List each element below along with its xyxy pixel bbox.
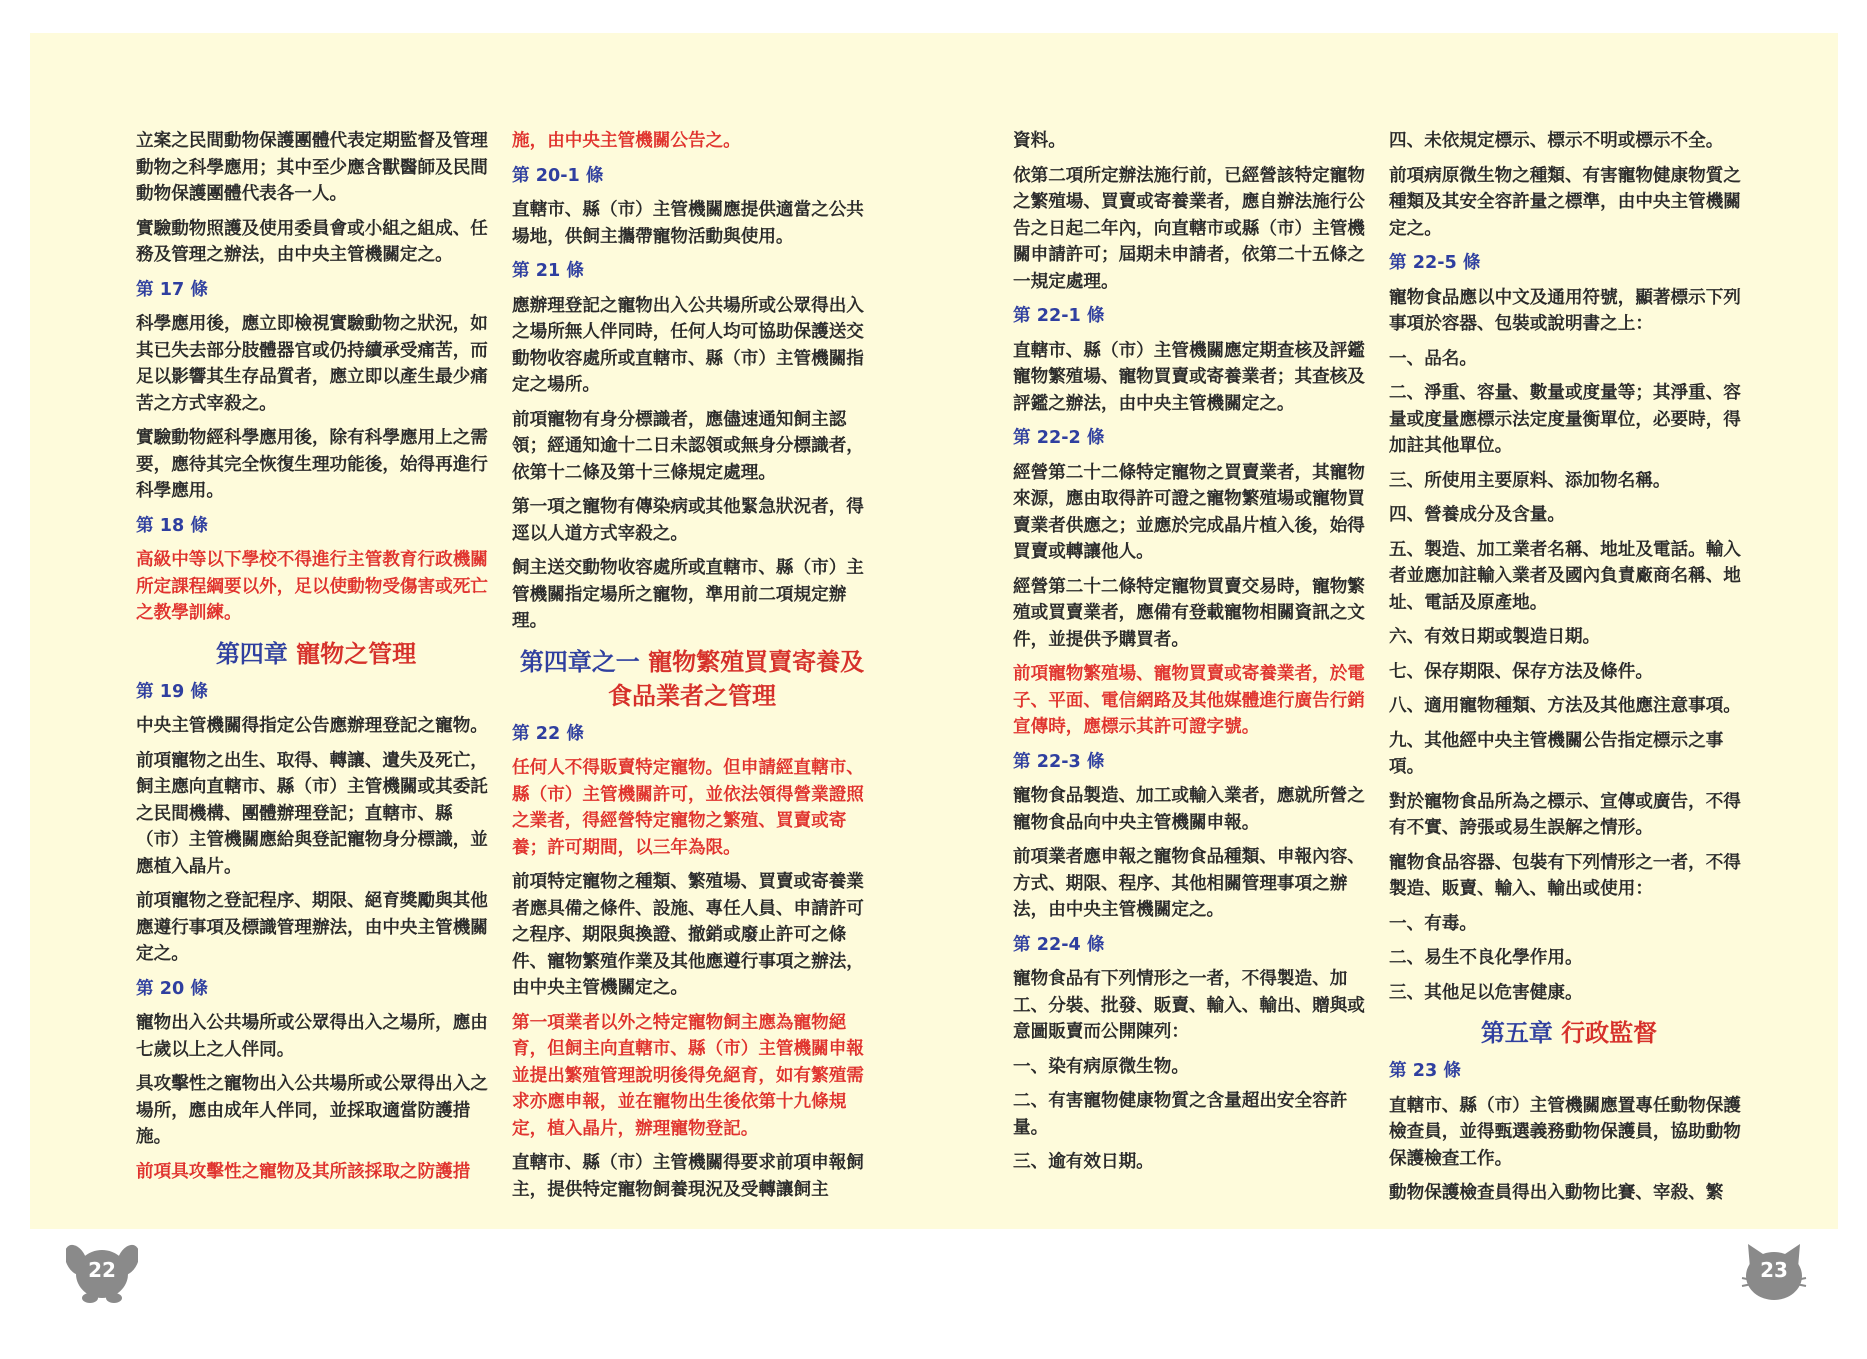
paragraph: 應辦理登記之寵物出入公共場所或公眾得出入之場所無人伴同時，任何人均可協助保護送交動物收容處所或直轄市、縣（市）主管機關指定之場所。 — [512, 295, 864, 395]
paragraph: 中央主管機關得指定公告應辦理登記之寵物。 — [136, 716, 488, 736]
paragraph: 前項病原微生物之種類、有害寵物健康物質之種類及其安全容許量之標準，由中央主管機關定之。 — [1389, 165, 1741, 239]
article-heading-18: 第 18 條 — [136, 515, 208, 536]
column-3 — [1013, 128, 1373, 1184]
chapter-heading-5 — [1389, 1016, 1749, 1050]
list-item: 一、染有病原微生物。 — [1013, 1056, 1189, 1077]
chapter-heading-4 — [136, 637, 496, 671]
list-item: 九、其他經中央主管機關公告指定標示之事項。 — [1389, 730, 1724, 777]
paragraph: 實驗動物經科學應用後，除有科學應用上之需要，應待其完全恢復生理功能後，始得再進行科學應用。 — [136, 428, 488, 501]
column-1 — [136, 128, 496, 1193]
highlight-paragraph: 前項寵物繁殖場、寵物買賣或寄養業者，於電子、平面、電信網路及其他媒體進行廣告行銷宣傳時，應標示其許可證字號。 — [1013, 664, 1365, 737]
article-heading-19: 第 19 條 — [136, 681, 208, 702]
paragraph: 飼主送交動物收容處所或直轄市、縣（市）主管機關指定場所之寵物，準用前二項規定辦理。 — [512, 558, 864, 631]
paragraph: 寵物食品製造、加工或輸入業者，應就所營之寵物食品向中央主管機關申報。 — [1013, 786, 1365, 833]
paragraph: 經營第二十二條特定寵物之買賣業者，其寵物來源，應由取得許可證之寵物繁殖場或寵物買賣業者供應之；並應於完成晶片植入後，始得買賣或轉讓他人。 — [1013, 462, 1365, 562]
paragraph: 實驗動物照護及使用委員會或小組之組成、任務及管理之辦法，由中央主管機關定之。 — [136, 218, 488, 265]
paragraph: 直轄市、縣（市）主管機關得要求前項申報飼主，提供特定寵物飼養現況及受轉讓飼主 — [512, 1153, 864, 1200]
paragraph: 前項寵物有身分標識者，應儘速通知飼主認領；經通知逾十二日未認領或無身分標識者，依第十二條及第十三條規定處理。 — [512, 409, 864, 483]
chapter-title: 寵物之管理 — [296, 639, 417, 668]
article-heading-20: 第 20 條 — [136, 978, 208, 999]
highlight-paragraph: 第一項業者以外之特定寵物飼主應為寵物絕育，但飼主向直轄市、縣（市）主管機關申報並提出繁殖管理說明後得免絕育，如有繁殖需求亦應申報，並在寵物出生後依第十九條規定，植入晶片，辦理寵物登記。 — [512, 1012, 864, 1139]
list-item: 六、有效日期或製造日期。 — [1389, 627, 1601, 647]
list-item: 四、未依規定標示、標示不明或標示不全。 — [1389, 131, 1724, 151]
article-heading-22-5: 第 22-5 條 — [1389, 253, 1481, 273]
chapter-number: 第五章 — [1480, 1019, 1553, 1047]
highlight-paragraph: 任何人不得販賣特定寵物。但申請經直轄市、縣（市）主管機關許可，並依法領得營業證照之業者，得經營特定寵物之繁殖、買賣或寄養；許可期間，以三年為限。 — [512, 758, 864, 858]
list-item: 七、保存期限、保存方法及條件。 — [1389, 661, 1653, 682]
list-item: 一、有毒。 — [1389, 913, 1477, 934]
paragraph: 科學應用後，應立即檢視實驗動物之狀況，如其已失去部分肢體器官或仍持續承受痛苦，而足以影響其生存品質者，應立即以產生最少痛苦之方式宰殺之。 — [136, 314, 488, 414]
highlight-paragraph: 高級中等以下學校不得進行主管教育行政機關所定課程綱要以外，足以使動物受傷害或死亡之教學訓練。 — [136, 550, 488, 623]
list-item: 二、有害寵物健康物質之含量超出安全容許量。 — [1013, 1091, 1348, 1138]
list-item: 三、所使用主要原料、添加物名稱。 — [1389, 470, 1671, 491]
highlight-paragraph: 前項具攻擊性之寵物及其所該採取之防護措 — [136, 1161, 471, 1182]
paragraph: 經營第二十二條特定寵物買賣交易時，寵物繁殖或買賣業者，應備有登載寵物相關資訊之文件，並提供予購買者。 — [1013, 576, 1365, 650]
paragraph: 前項寵物之登記程序、期限、絕育獎勵與其他應遵行事項及標識管理辦法，由中央主管機關定之。 — [136, 891, 488, 964]
paragraph: 寵物食品容器、包裝有下列情形之一者，不得製造、販賣、輸入、輸出或使用： — [1389, 852, 1741, 899]
page-number-left — [66, 1238, 138, 1306]
paragraph: 直轄市、縣（市）主管機關應提供適當之公共場地，供飼主攜帶寵物活動與使用。 — [512, 200, 864, 247]
article-heading-23: 第 23 條 — [1389, 1061, 1461, 1081]
paragraph: 資料。 — [1013, 131, 1066, 151]
article-heading-20-1: 第 20-1 條 — [512, 165, 604, 186]
paragraph: 前項業者應申報之寵物食品種類、申報內容、方式、期限、程序、其他相關管理事項之辦法，由中央主管機關定之。 — [1013, 847, 1365, 920]
chapter-number: 第四章 — [215, 639, 288, 668]
column-2 — [512, 128, 872, 1211]
paragraph: 寵物出入公共場所或公眾得出入之場所，應由七歲以上之人伴同。 — [136, 1013, 488, 1060]
highlight-paragraph: 施，由中央主管機關公告之。 — [512, 131, 741, 151]
article-heading-22-2: 第 22-2 條 — [1013, 428, 1105, 448]
chapter-title: 行政監督 — [1561, 1019, 1658, 1047]
chapter-title: 寵物繁殖買賣寄養及食品業者之管理 — [608, 647, 865, 710]
paragraph: 寵物食品有下列情形之一者，不得製造、加工、分裝、批發、販賣、輸入、輸出、贈與或意圖販賣而公開陳列： — [1013, 969, 1365, 1042]
article-heading-17: 第 17 條 — [136, 279, 208, 300]
article-heading-21: 第 21 條 — [512, 261, 584, 281]
list-item: 四、營養成分及含量。 — [1389, 505, 1565, 525]
paragraph: 直轄市、縣（市）主管機關應置專任動物保護檢查員，並得甄選義務動物保護員，協助動物保護檢查工作。 — [1389, 1095, 1741, 1169]
list-item: 五、製造、加工業者名稱、地址及電話。輸入者並應加註輸入業者及國內負責廠商名稱、地址、電話及原產地。 — [1389, 539, 1741, 613]
list-item: 八、適用寵物種類、方法及其他應注意事項。 — [1389, 696, 1741, 716]
page-number: 23 — [1760, 1258, 1788, 1282]
list-item: 二、淨重、容量、數量或度量等；其淨重、容量或度量應標示法定度量衡單位，必要時，得加註其他單位。 — [1389, 383, 1741, 456]
list-item: 三、其他足以危害健康。 — [1389, 982, 1583, 1003]
chapter-number: 第四章之一 — [519, 647, 640, 676]
paragraph: 直轄市、縣（市）主管機關應定期查核及評鑑寵物繁殖場、寵物買賣或寄養業者；其查核及評鑑之辦法，由中央主管機關定之。 — [1013, 340, 1365, 414]
article-heading-22-4: 第 22-4 條 — [1013, 934, 1105, 955]
paragraph: 前項特定寵物之種類、繁殖場、買賣或寄養業者應具備之條件、設施、專任人員、申請許可之程序、期限與換證、撤銷或廢止許可之條件、寵物繁殖作業及其他應遵行事項之辦法，由中央主管機關定之。 — [512, 872, 864, 998]
paragraph: 第一項之寵物有傳染病或其他緊急狀況者，得逕以人道方式宰殺之。 — [512, 497, 864, 544]
page-number-right — [1738, 1238, 1810, 1306]
paragraph: 對於寵物食品所為之標示、宣傳或廣告，不得有不實、誇張或易生誤解之情形。 — [1389, 791, 1741, 838]
list-item: 一、品名。 — [1389, 348, 1477, 369]
paragraph: 具攻擊性之寵物出入公共場所或公眾得出入之場所，應由成年人伴同，並採取適當防護措施。 — [136, 1074, 488, 1147]
chapter-heading-4-1 — [512, 645, 872, 713]
paragraph: 依第二項所定辦法施行前，已經營該特定寵物之繁殖場、買賣或寄養業者，應自辦法施行公告之日起二年內，向直轄市或縣（市）主管機關申請許可；屆期未申請者，依第二十五條之一規定處理。 — [1013, 165, 1365, 292]
article-heading-22-1: 第 22-1 條 — [1013, 306, 1105, 326]
article-heading-22: 第 22 條 — [512, 723, 584, 744]
paragraph: 寵物食品應以中文及通用符號，顯著標示下列事項於容器、包裝或說明書之上： — [1389, 287, 1741, 334]
paragraph: 前項寵物之出生、取得、轉讓、遺失及死亡，飼主應向直轄市、縣（市）主管機關或其委託之民間機構、團體辦理登記；直轄市、縣（市）主管機關應給與登記寵物身分標識，並應植入晶片。 — [136, 750, 488, 877]
paragraph: 動物保護檢查員得出入動物比賽、宰殺、繁 — [1389, 1183, 1724, 1203]
article-heading-22-3: 第 22-3 條 — [1013, 751, 1105, 772]
list-item: 三、逾有效日期。 — [1013, 1152, 1154, 1172]
list-item: 二、易生不良化學作用。 — [1389, 948, 1583, 968]
page-number: 22 — [88, 1258, 116, 1282]
paragraph: 立案之民間動物保護團體代表定期監督及管理動物之科學應用；其中至少應含獸醫師及民間動物保護團體代表各一人。 — [136, 131, 488, 204]
column-4 — [1389, 128, 1749, 1215]
